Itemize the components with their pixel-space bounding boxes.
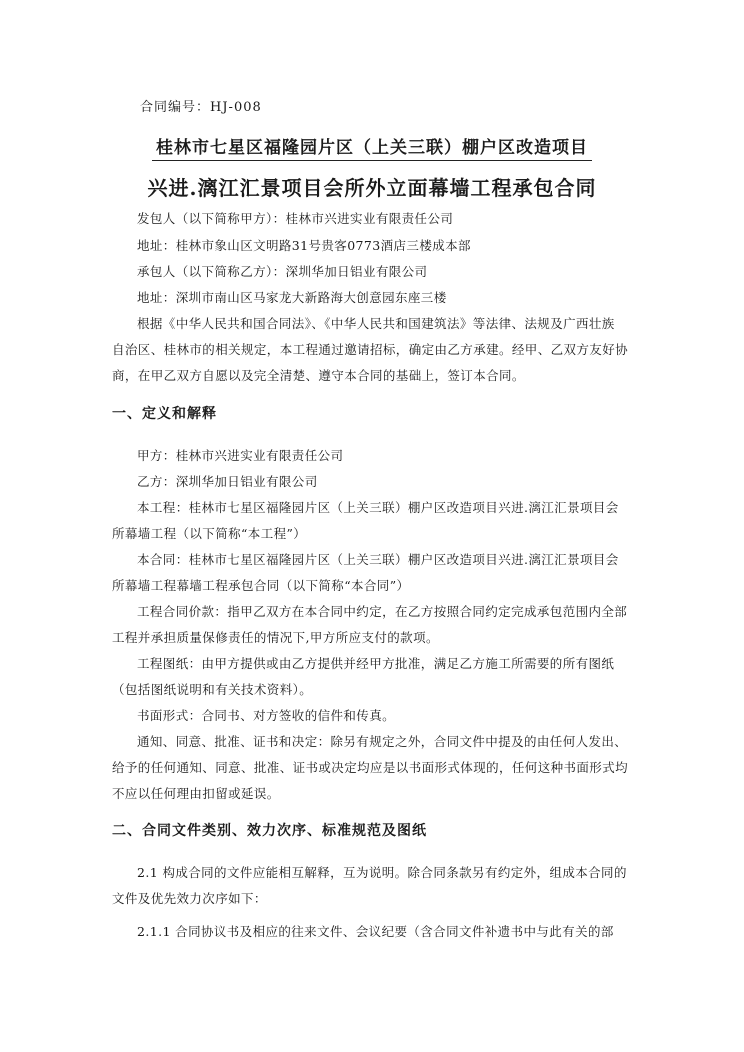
def-project-line-1: 本工程：桂林市七星区福隆园片区（上关三联）棚户区改造项目兴进.漓江汇景项目会	[137, 500, 619, 515]
contract-number: 合同编号：HJ-008	[140, 100, 262, 115]
def-drawings-line-1: 工程图纸：由甲方提供或由乙方提供并经甲方批准，满足乙方施工所需要的所有图纸	[137, 656, 615, 671]
def-price-line-2: 工程并承担质量保修责任的情况下,甲方所应支付的款项。	[112, 630, 439, 645]
clause-2-1-line-1: 2.1 构成合同的文件应能相互解释，互为说明。除合同条款另有约定外，组成本合同的	[137, 865, 627, 880]
title-project-text: 桂林市七星区福隆园片区（上关三联）棚户区改造项目	[152, 138, 592, 161]
basis-line-1: 根据《中华人民共和国合同法》、《中华人民共和国建筑法》等法律、法规及广西壮族	[137, 316, 615, 331]
title-contract: 兴进.漓江汇景项目会所外立面幕墙工程承包合同	[147, 176, 597, 200]
basis-line-2: 自治区、桂林市的相关规定，本工程通过邀请招标，确定由乙方承建。经甲、乙双方友好协	[112, 342, 629, 357]
party-a: 发包人（以下简称甲方）：桂林市兴进实业有限责任公司	[137, 211, 454, 226]
party-a-address: 地址：桂林市象山区文明路31号贵客0773酒店三楼成本部	[137, 238, 471, 253]
party-b-address: 地址：深圳市南山区马家龙大新路海大创意园东座三楼	[137, 290, 447, 305]
def-notice-line-1: 通知、同意、批准、证书和决定：除另有规定之外，合同文件中提及的由任何人发出、	[137, 734, 628, 749]
section-2-heading: 二、合同文件类别、效力次序、标准规范及图纸	[112, 823, 427, 839]
def-party-a: 甲方：桂林市兴进实业有限责任公司	[137, 448, 344, 463]
def-drawings-line-2: （包括图纸说明和有关技术资料）。	[112, 682, 313, 697]
def-party-b: 乙方：深圳华加日铝业有限公司	[137, 474, 318, 489]
party-b: 承包人（以下简称乙方）：深圳华加日铝业有限公司	[137, 264, 428, 279]
title-project	[0, 133, 744, 158]
basis-line-3: 商，在甲乙双方自愿以及完全清楚、遵守本合同的基础上，签订本合同。	[112, 368, 525, 383]
clause-2-1-1-line-1: 2.1.1 合同协议书及相应的往来文件、会议纪要（含合同文件补遗书中与此有关的部	[137, 924, 614, 939]
def-project-line-2: 所幕墙工程（以下简称“本工程”）	[112, 526, 307, 541]
def-notice-line-2: 给予的任何通知、同意、批准、证书或决定均应是以书面形式体现的，任何这种书面形式均	[112, 760, 629, 775]
def-contract-line-2: 所幕墙工程幕墙工程承包合同（以下简称“本合同”）	[112, 578, 410, 593]
clause-2-1-line-2: 文件及优先效力次序如下：	[112, 891, 267, 906]
section-1-heading: 一、定义和解释	[112, 406, 217, 422]
def-contract-line-1: 本合同：桂林市七星区福隆园片区（上关三联）棚户区改造项目兴进.漓江汇景项目会	[137, 552, 619, 567]
def-notice-line-3: 不应以任何理由扣留或延误。	[112, 786, 280, 801]
def-written-form: 书面形式：合同书、对方签收的信件和传真。	[137, 708, 396, 723]
def-price-line-1: 工程合同价款：指甲乙双方在本合同中约定，在乙方按照合同约定完成承包范围内全部	[137, 604, 628, 619]
